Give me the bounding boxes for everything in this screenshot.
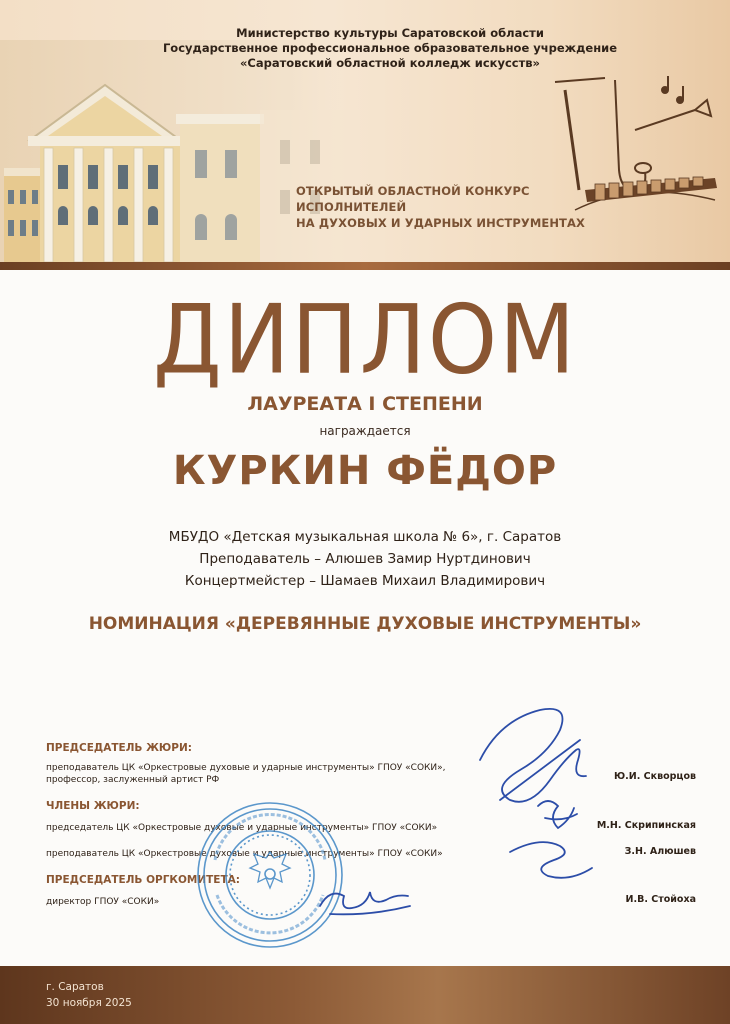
org-committee-name: И.В. Стойоха [625,894,696,905]
jury-member-2-position: преподаватель ЦК «Оркестровые духовые и ударные инструменты» ГПОУ «СОКИ» [46,849,443,859]
jury-chair-heading: ПРЕДСЕДАТЕЛЬ ЖЮРИ: [46,742,192,754]
diploma-title: ДИПЛОМ [152,283,578,396]
recipient-name: КУРКИН ФЁДОР [172,448,558,494]
teacher-line: Преподаватель – Алюшев Замир Нуртдинович [199,551,531,567]
recipient-details [0,526,730,592]
jury-member-1-name: М.Н. Скрипинская [596,820,696,831]
jury-chair-position-1: преподаватель ЦК «Оркестровые духовые и ударные инструменты» ГПОУ «СОКИ», [46,763,446,773]
accompanist-line: Концертмейстер – Шамаев Михаил Владимирович [184,573,546,589]
contest-title-line-3: НА ДУХОВЫХ И УДАРНЫХ ИНСТРУМЕНТАХ [296,216,585,230]
jury-chair-name: Ю.И. Скворцов [614,771,696,782]
contest-title-line-1: ОТКРЫТЫЙ ОБЛАСТНОЙ КОНКУРС [296,184,530,198]
institution-type-line: Государственное профессиональное образовательное учреждение [162,41,617,55]
footer-city: г. Саратов [46,981,104,993]
contest-title-line-2: ИСПОЛНИТЕЛЕЙ [296,200,407,214]
org-committee-position: директор ГПОУ «СОКИ» [46,897,160,907]
footer-band [0,966,730,1024]
footer-date: 30 ноября 2025 [46,997,132,1009]
contest-title-block [296,183,616,231]
ministry-line: Министерство культуры Саратовской области [236,26,544,40]
nomination-title: НОМИНАЦИЯ «ДЕРЕВЯННЫЕ ДУХОВЫЕ ИНСТРУМЕНТЫ» [88,614,642,634]
awarded-label: награждается [319,424,411,438]
member1-signature [538,801,577,828]
jury-member-2-name: З.Н. Алюшев [624,846,696,857]
official-seal-stamp [195,800,345,950]
member2-signature [510,842,592,878]
jury-members-heading: ЧЛЕНЫ ЖЮРИ: [46,800,140,812]
header-divider-strip [0,262,730,270]
header-banner [0,0,730,268]
jury-chair-position-2: профессор, заслуженный артист РФ [46,775,220,785]
jury-member-1-position: председатель ЦК «Оркестровые духовые и ударные инструменты» ГПОУ «СОКИ» [46,823,438,833]
school-line: МБУДО «Детская музыкальная школа № 6», г. Саратов [168,529,562,545]
org-committee-heading: ПРЕДСЕДАТЕЛЬ ОРГКОМИТЕТА: [46,874,240,886]
organization-block [120,26,660,71]
chair-signature [480,709,586,802]
laureate-degree: ЛАУРЕАТА I СТЕПЕНИ [247,393,483,415]
college-name-line: «Саратовский областной колледж искусств» [240,56,540,70]
